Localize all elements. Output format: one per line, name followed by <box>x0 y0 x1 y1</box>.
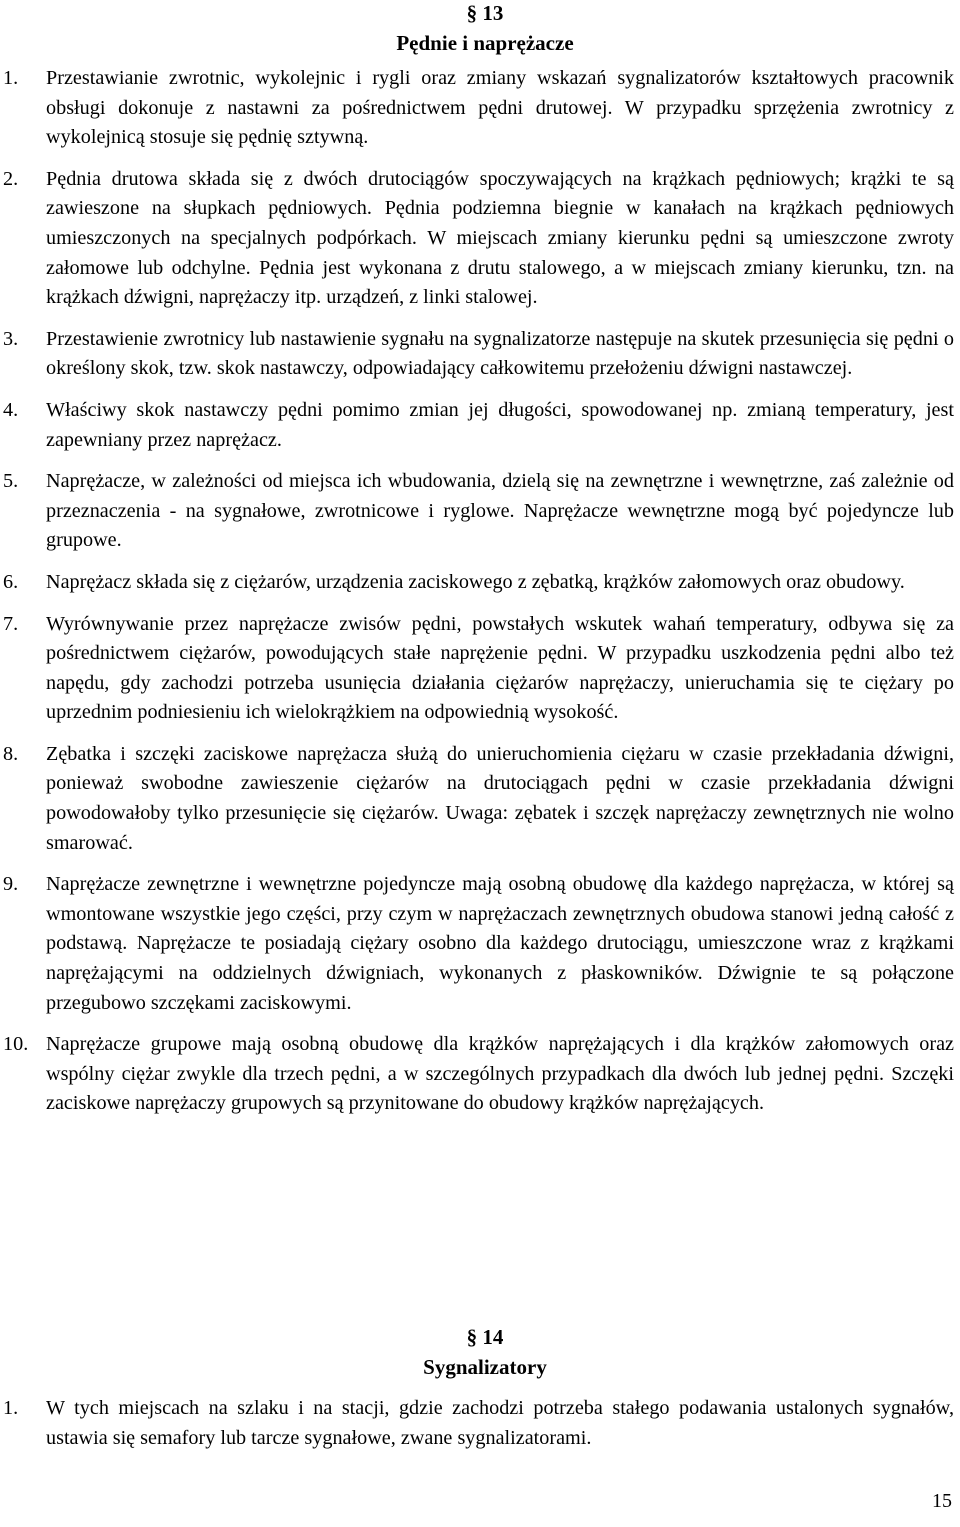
section-number: § 13 <box>466 1 504 25</box>
item-text: Naprężacz składa się z ciężarów, urządzenia zaciskowego z zębatką, krążków załomowych oraz obudowy. <box>46 570 905 593</box>
section-title: Pędnie i naprężacze <box>396 31 574 55</box>
section-14-items <box>0 1394 960 1465</box>
item-number: 8. <box>3 742 19 765</box>
list-item <box>0 568 960 598</box>
item-number: 1. <box>3 1397 19 1419</box>
section-number: § 14 <box>466 1325 504 1349</box>
list-item <box>0 1394 960 1453</box>
section-14-heading <box>0 1322 960 1382</box>
list-item <box>0 610 960 728</box>
list-item <box>0 165 960 313</box>
list-item <box>0 64 960 153</box>
item-number: 2. <box>3 167 19 190</box>
section-title: Sygnalizatory <box>423 1355 547 1379</box>
page-number: 15 <box>932 1490 952 1512</box>
item-number: 10. <box>3 1033 29 1056</box>
list-item <box>0 325 960 384</box>
item-number: 7. <box>3 612 19 635</box>
list-item <box>0 740 960 858</box>
item-text: Wyrównywanie przez naprężacze zwisów pędni, powstałych wskutek wahań temperatury, odbywa się za pośrednictwem ciężarów, powodujących stałe naprężenie pędni. W przypadku uszkodzenia pędni albo też napędu, gdy zachodzi potrzeba usunięcia działania ciężarów naprężaczy, unieruchamia się te ciężary po uprzednim podniesieniu ich wielokrążkiem na odpowiednią wysokość. <box>46 612 954 724</box>
list-item <box>0 396 960 455</box>
item-number: 1. <box>3 67 19 89</box>
item-text: Przestawianie zwrotnic, wykolejnic i rygli oraz zmiany wskazań sygnalizatorów kształtowych pracownik obsługi dokonuje z nastawni za pośrednictwem pędni drutowej. W przypadku sprzężenia zwrotnicy z wykolejnicą stosuje się pędnię sztywną. <box>46 67 954 149</box>
item-number: 4. <box>3 398 19 421</box>
list-item <box>0 1030 960 1119</box>
item-text: Naprężacze, w zależności od miejsca ich wbudowania, dzielą się na zewnętrzne i wewnętrzne, zaś zależnie od przeznaczenia - na sygnałowe, zwrotnicowe i ryglowe. Naprężacze wewnętrzne mogą być pojedyncze lub grupowe. <box>46 470 954 552</box>
item-text: Właściwy skok nastawczy pędni pomimo zmian jej długości, spowodowanej np. zmianą temperatury, jest zapewniany przez naprężacz. <box>46 398 954 451</box>
item-number: 9. <box>3 873 19 896</box>
item-text: Naprężacze grupowe mają osobną obudowę dla krążków naprężających i dla krążków załomowych oraz wspólny ciężar zwykle dla trzech pędni, a w szczególnych przypadkach dla dwóch lub jednej pędni. Szczęki zaciskowe naprężaczy grupowych są przynitowane do obudowy krążków naprężających. <box>46 1033 954 1115</box>
item-number: 6. <box>3 570 19 593</box>
section-13-items <box>0 64 960 1131</box>
item-text: W tych miejscach na szlaku i na stacji, gdzie zachodzi potrzeba stałego podawania ustalonych sygnałów, ustawia się semafory lub tarcze sygnałowe, zwane sygnalizatorami. <box>46 1397 954 1449</box>
list-item <box>0 467 960 556</box>
item-text: Przestawienie zwrotnicy lub nastawienie sygnału na sygnalizatorze następuje na skutek przesunięcia się pędni o określony skok, tzw. skok nastawczy, odpowiadający całkowitemu przełożeniu dźwigni nastawczej. <box>46 327 954 380</box>
item-text: Zębatka i szczęki zaciskowe naprężacza służą do unieruchomienia ciężaru w czasie przekładania dźwigni, ponieważ swobodne zawieszenie ciężarów na drutociągach pędni w czasie przekładania dźwigni powodowałoby tylko przesunięcie się ciężarów. Uwaga: zębatek i szczęk naprężaczy zewnętrznych nie wolno smarować. <box>46 742 954 854</box>
section-13-heading <box>0 0 960 58</box>
item-number: 5. <box>3 470 19 493</box>
item-number: 3. <box>3 327 19 350</box>
item-text: Pędnia drutowa składa się z dwóch drutociągów spoczywających na krążkach pędniowych; krążki te są zawieszone na słupkach pędniowych. Pędnia podziemna biegnie w kanałach na krążkach pędniowych umieszczonych na specjalnych podpórkach. W miejscach zmiany kierunku pędni są umieszczone zwroty załomowe lub odchylne. Pędnia jest wykonana z drutu stalowego, a w miejscach zmiany kierunku, tzn. na krążkach dźwigni, naprężaczy itp. urządzeń, z linki stalowej. <box>46 167 954 309</box>
item-text: Naprężacze zewnętrzne i wewnętrzne pojedyncze mają osobną obudowę dla każdego naprężacza, w której są wmontowane wszystkie jego części, przy czym w naprężaczach zewnętrznych obudowa stanowi jedną całość z podstawą. Naprężacze te posiadają ciężary osobno dla każdego drutociągu, umieszczone wraz z krążkami naprężającymi na oddzielnych dźwigniach, wykonanych z płaskowników. Dźwignie te są połączone przegubowo szczękami zaciskowymi. <box>46 873 954 1014</box>
list-item <box>0 870 960 1018</box>
